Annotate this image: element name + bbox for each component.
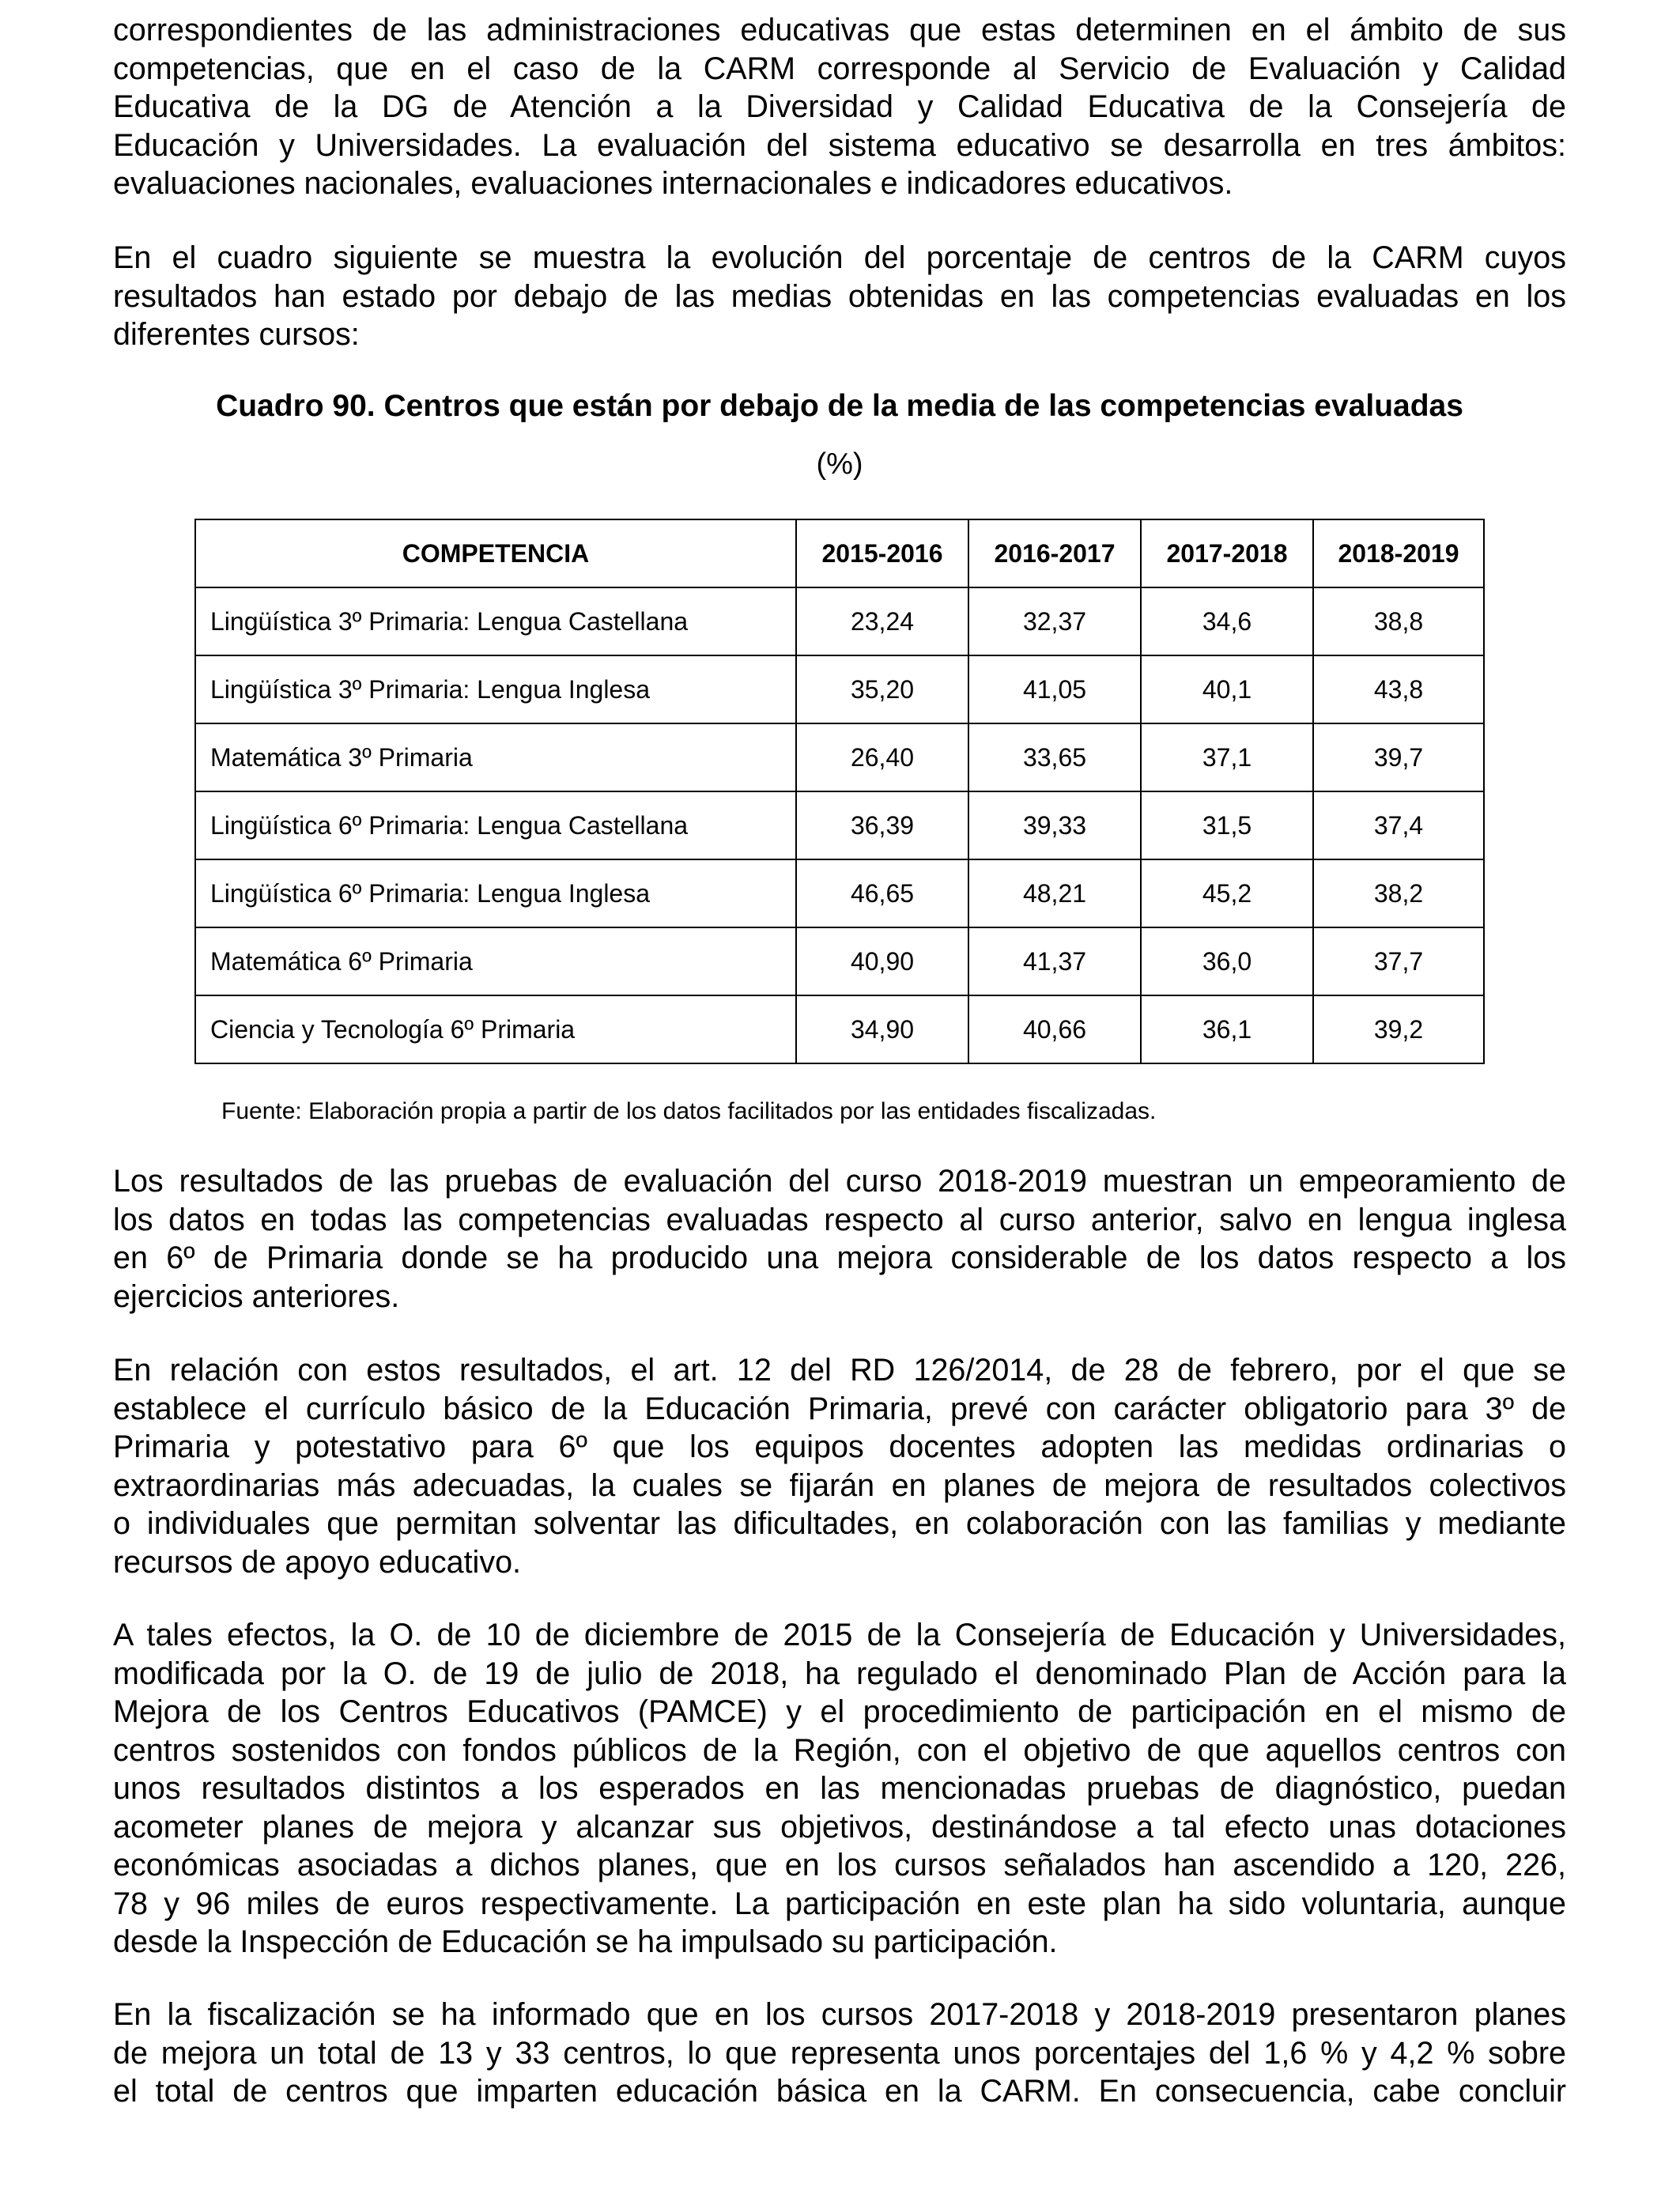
text-line: Mejora de los Centros Educativos (PAMCE) y el procedimiento de participación en el mismo de xyxy=(113,1694,1566,1729)
competency-cell: Ciencia y Tecnología 6º Primaria xyxy=(195,995,796,1063)
value-cell: 37,1 xyxy=(1141,723,1313,791)
competency-cell: Lingüística 3º Primaria: Lengua Castellana xyxy=(195,587,796,655)
value-cell: 37,4 xyxy=(1313,791,1484,859)
column-header: 2016-2017 xyxy=(968,519,1141,587)
text-line: A tales efectos, la O. de 10 de diciembre de 2015 de la Consejería de Educación y Universidades, xyxy=(113,1618,1566,1652)
text-line: establece el currículo básico de la Educación Primaria, prevé con carácter obligatorio para 3º de xyxy=(113,1391,1566,1426)
competencies-table xyxy=(194,519,1485,1064)
column-header: COMPETENCIA xyxy=(195,519,796,587)
table-caption: Cuadro 90. Centros que están por debajo de la media de las competencias evaluadas xyxy=(216,389,1463,423)
competency-cell: Lingüística 6º Primaria: Lengua Inglesa xyxy=(195,859,796,927)
text-line: correspondientes de las administraciones educativas que estas determinen en el ámbito de sus xyxy=(113,13,1566,47)
text-line: centros sostenidos con fondos públicos de la Región, con el objetivo de que aquellos centros con xyxy=(113,1732,1566,1768)
table-source-note: Fuente: Elaboración propia a partir de los datos facilitados por las entidades fiscalizadas. xyxy=(221,1098,1157,1124)
text-line: resultados han estado por debajo de las medias obtenidas en las competencias evaluadas en los xyxy=(113,278,1566,314)
paragraph-legal-basis xyxy=(113,1351,1566,1581)
value-cell: 43,8 xyxy=(1313,655,1484,723)
value-cell: 41,05 xyxy=(968,655,1141,723)
value-cell: 26,40 xyxy=(796,723,968,791)
table-row xyxy=(195,655,1484,723)
value-cell: 36,39 xyxy=(796,791,968,859)
value-cell: 32,37 xyxy=(968,587,1141,655)
value-cell: 38,8 xyxy=(1313,587,1484,655)
table-header-row xyxy=(195,519,1484,587)
column-header: 2015-2016 xyxy=(796,519,968,587)
value-cell: 34,90 xyxy=(796,995,968,1063)
value-cell: 33,65 xyxy=(968,723,1141,791)
value-cell: 39,2 xyxy=(1313,995,1484,1063)
paragraph-results xyxy=(113,1162,1566,1316)
value-cell: 36,1 xyxy=(1141,995,1313,1063)
table-unit: (%) xyxy=(816,447,863,481)
text-line: extraordinarias más adecuadas, la cuales se fijarán en planes de mejora de resultados colectivos xyxy=(113,1467,1566,1503)
value-cell: 39,7 xyxy=(1313,723,1484,791)
paragraph-evaluation-services xyxy=(113,11,1566,203)
value-cell: 31,5 xyxy=(1141,791,1313,859)
table-row xyxy=(195,723,1484,791)
value-cell: 37,7 xyxy=(1313,927,1484,995)
value-cell: 34,6 xyxy=(1141,587,1313,655)
value-cell: 40,1 xyxy=(1141,655,1313,723)
competency-cell: Matemática 3º Primaria xyxy=(195,723,796,791)
value-cell: 35,20 xyxy=(796,655,968,723)
value-cell: 38,2 xyxy=(1313,859,1484,927)
value-cell: 23,24 xyxy=(796,587,968,655)
text-line: desde la Inspección de Educación se ha impulsado su participación. xyxy=(113,1924,1058,1959)
text-line: 78 y 96 miles de euros respectivamente. La participación en este plan ha sido voluntaria, aunque xyxy=(113,1886,1566,1921)
text-line: modificada por la O. de 19 de julio de 2018, ha regulado el denominado Plan de Acción para la xyxy=(113,1656,1566,1691)
competency-cell: Lingüística 6º Primaria: Lengua Castellana xyxy=(195,791,796,859)
text-line: En relación con estos resultados, el art. 12 del RD 126/2014, de 28 de febrero, por el que se xyxy=(113,1353,1566,1388)
text-line: diferentes cursos: xyxy=(113,317,360,352)
text-line: económicas asociadas a dichos planes, que en los cursos señalados han ascendido a 120, 226, xyxy=(113,1848,1566,1882)
competency-cell: Lingüística 3º Primaria: Lengua Inglesa xyxy=(195,655,796,723)
text-line: En la fiscalización se ha informado que en los cursos 2017-2018 y 2018-2019 presentaron planes xyxy=(113,1997,1566,2032)
table-row xyxy=(195,927,1484,995)
text-line: Los resultados de las pruebas de evaluación del curso 2018-2019 muestran un empeoramiento de xyxy=(113,1164,1566,1199)
paragraph-table-intro xyxy=(113,239,1566,354)
table-row xyxy=(195,587,1484,655)
text-line: En el cuadro siguiente se muestra la evolución del porcentaje de centros de la CARM cuyos xyxy=(113,240,1566,275)
column-header: 2018-2019 xyxy=(1313,519,1484,587)
text-line: recursos de apoyo educativo. xyxy=(113,1544,522,1580)
competency-cell: Matemática 6º Primaria xyxy=(195,927,796,995)
table-row xyxy=(195,995,1484,1063)
text-line: acometer planes de mejora y alcanzar sus objetivos, destinándose a tal efecto unas dotaciones xyxy=(113,1809,1566,1845)
text-line: o individuales que permitan solventar las dificultades, en colaboración con las familias y mediante xyxy=(113,1506,1566,1541)
value-cell: 40,90 xyxy=(796,927,968,995)
text-line: los datos en todas las competencias evaluadas respecto al curso anterior, salvo en lengua inglesa xyxy=(113,1202,1566,1237)
text-line: el total de centros que imparten educación básica en la CARM. En consecuencia, cabe concluir xyxy=(113,2074,1566,2109)
paragraph-pamce xyxy=(113,1616,1566,1962)
table-row xyxy=(195,859,1484,927)
value-cell: 46,65 xyxy=(796,859,968,927)
text-line: ejercicios anteriores. xyxy=(113,1278,400,1314)
value-cell: 36,0 xyxy=(1141,927,1313,995)
text-line: Educación y Universidades. La evaluación del sistema educativo se desarrolla en tres ámbitos: xyxy=(113,127,1566,163)
value-cell: 40,66 xyxy=(968,995,1141,1063)
table-row xyxy=(195,791,1484,859)
value-cell: 39,33 xyxy=(968,791,1141,859)
text-line: en 6º de Primaria donde se ha producido una mejora considerable de los datos respecto a los xyxy=(113,1240,1566,1275)
text-line: unos resultados distintos a los esperados en las mencionadas pruebas de diagnóstico, puedan xyxy=(113,1771,1566,1806)
text-line: Educativa de la DG de Atención a la Diversidad y Calidad Educativa de la Consejería de xyxy=(113,89,1566,124)
text-line: evaluaciones nacionales, evaluaciones internacionales e indicadores educativos. xyxy=(113,166,1233,201)
value-cell: 45,2 xyxy=(1141,859,1313,927)
value-cell: 48,21 xyxy=(968,859,1141,927)
column-header: 2017-2018 xyxy=(1141,519,1313,587)
value-cell: 41,37 xyxy=(968,927,1141,995)
text-line: competencias, que en el caso de la CARM corresponde al Servicio de Evaluación y Calidad xyxy=(113,51,1566,86)
text-line: Primaria y potestativo para 6º que los equipos docentes adopten las medidas ordinarias o xyxy=(113,1429,1566,1464)
paragraph-fiscalization xyxy=(113,1996,1566,2111)
text-line: de mejora un total de 13 y 33 centros, lo que representa unos porcentajes del 1,6 % y 4,2 % sobre xyxy=(113,2035,1566,2071)
